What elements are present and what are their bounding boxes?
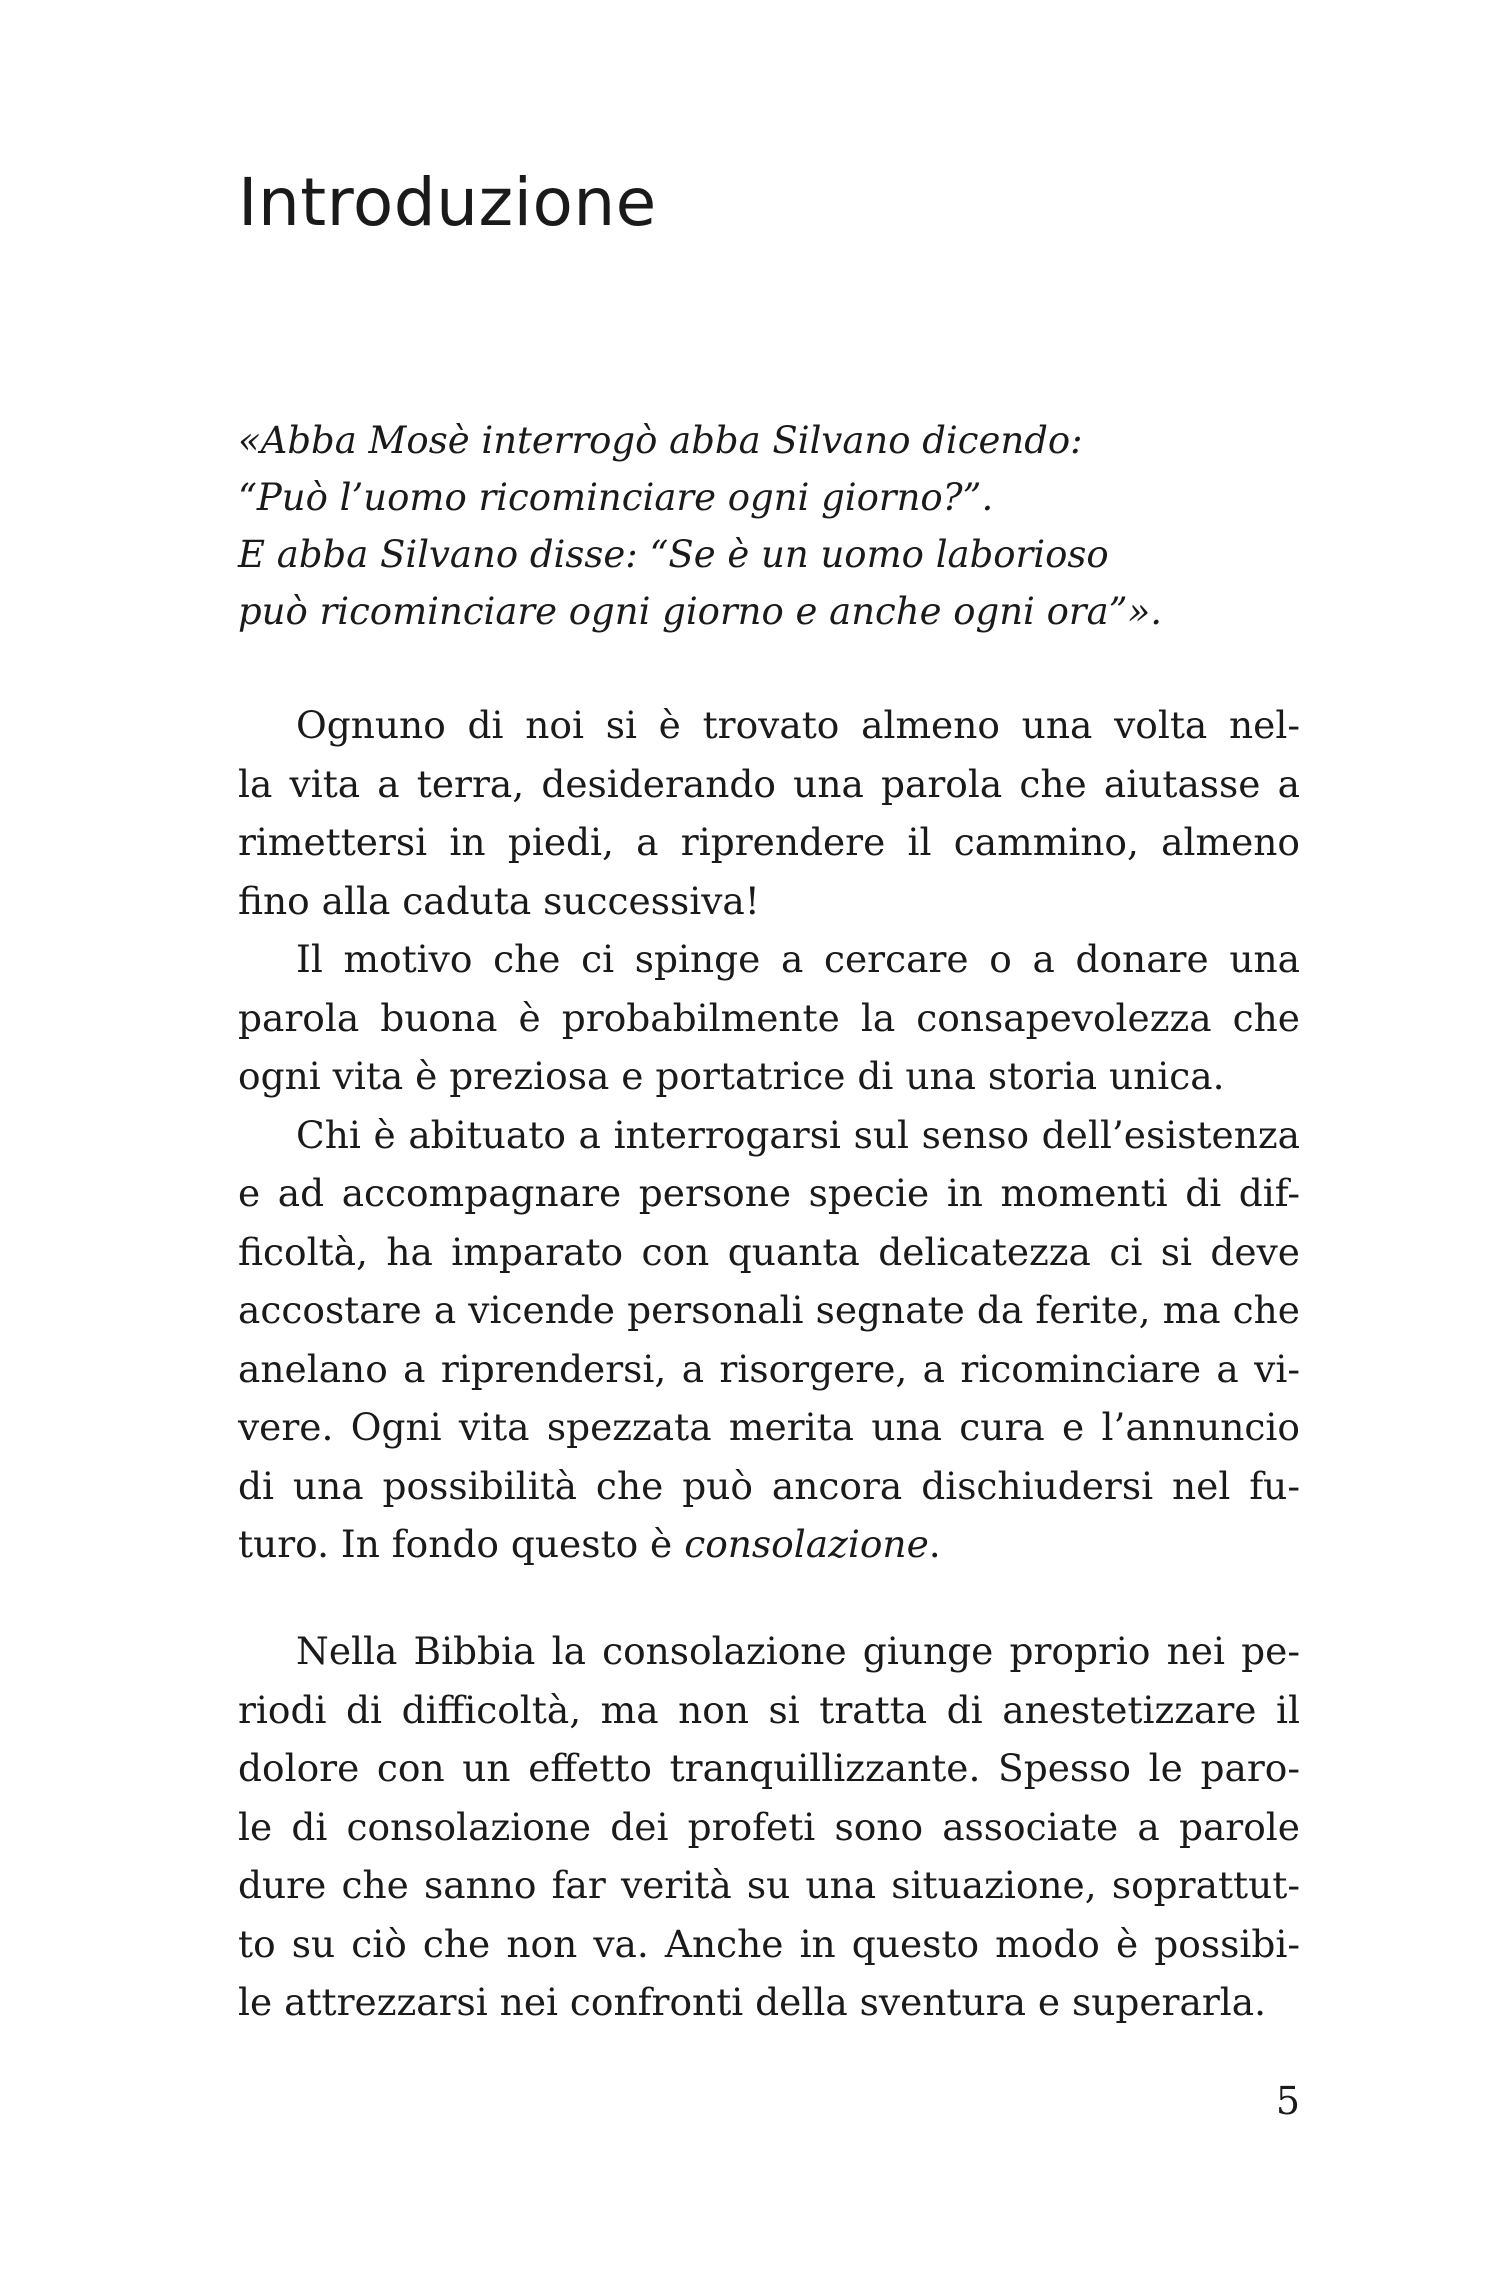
text-line: riodi di difficoltà, ma non si tratta di anestetizzare il <box>238 1687 1300 1732</box>
body-section-1 <box>238 696 1300 1574</box>
text-line: rimettersi in piedi, a riprendere il cammino, almeno <box>238 820 1300 864</box>
emphasized-word: consolazione <box>684 1522 929 1566</box>
text-line: dure che sanno far verità su una situazione, soprattut- <box>238 1863 1300 1907</box>
text-line: anelano a riprendersi, a risorgere, a ricominciare a vi- <box>238 1346 1300 1391</box>
epigraph-line: «Abba Mosè interrogò abba Silvano dicendo: <box>238 419 1083 462</box>
text-line: le di consolazione dei profeti sono associate a parole <box>238 1804 1300 1849</box>
text-fragment: . <box>928 1522 941 1566</box>
epigraph-line: “Può l’uomo ricominciare ogni giorno?”. <box>238 476 994 519</box>
text-line: dolore con un effetto tranquillizzante. Spesso le paro- <box>238 1746 1300 1790</box>
page-title: Introduzione <box>238 164 657 241</box>
text-line: ficoltà, ha imparato con quanta delicatezza ci si deve <box>238 1229 1300 1274</box>
text-line: Ognuno di noi si è trovato almeno una volta nel- <box>296 703 1300 747</box>
text-line: parola buona è probabilmente la consapevolezza che <box>238 995 1300 1040</box>
text-line: fino alla caduta successiva! <box>238 878 760 923</box>
text-line: Il motivo che ci spinge a cercare o a donare una <box>296 937 1300 981</box>
text-line: ogni vita è preziosa e portatrice di una storia unica. <box>238 1054 1225 1098</box>
text-line: e ad accompagnare persone specie in momenti di dif- <box>238 1171 1300 1215</box>
text-line: Nella Bibbia la consolazione giunge proprio nei pe- <box>296 1629 1300 1673</box>
page-number: 5 <box>1275 2079 1300 2123</box>
text-line: di una possibilità che può ancora dischiudersi nel fu- <box>238 1463 1300 1508</box>
text-line: le attrezzarsi nei confronti della sventura e superarla. <box>238 1980 1267 2024</box>
text-line: la vita a terra, desiderando una parola che aiutasse a <box>238 761 1300 806</box>
text-line-last <box>238 1515 1300 1574</box>
text-line: Chi è abituato a interrogarsi sul senso dell’esistenza <box>296 1112 1300 1157</box>
epigraph-line: E abba Silvano disse: “Se è un uomo laborioso <box>238 533 1109 576</box>
epigraph-quote <box>238 412 1298 640</box>
text-fragment: turo. In fondo questo è <box>238 1522 685 1566</box>
body-section-2 <box>238 1622 1300 2032</box>
text-line: vere. Ogni vita spezzata merita una cura e l’annuncio <box>238 1405 1300 1449</box>
text-line: to su ciò che non va. Anche in questo modo è possibi- <box>238 1921 1300 1966</box>
text-line: accostare a vicende personali segnate da ferite, ma che <box>238 1288 1300 1332</box>
epigraph-line: può ricominciare ogni giorno e anche ogni ora”». <box>238 590 1162 633</box>
